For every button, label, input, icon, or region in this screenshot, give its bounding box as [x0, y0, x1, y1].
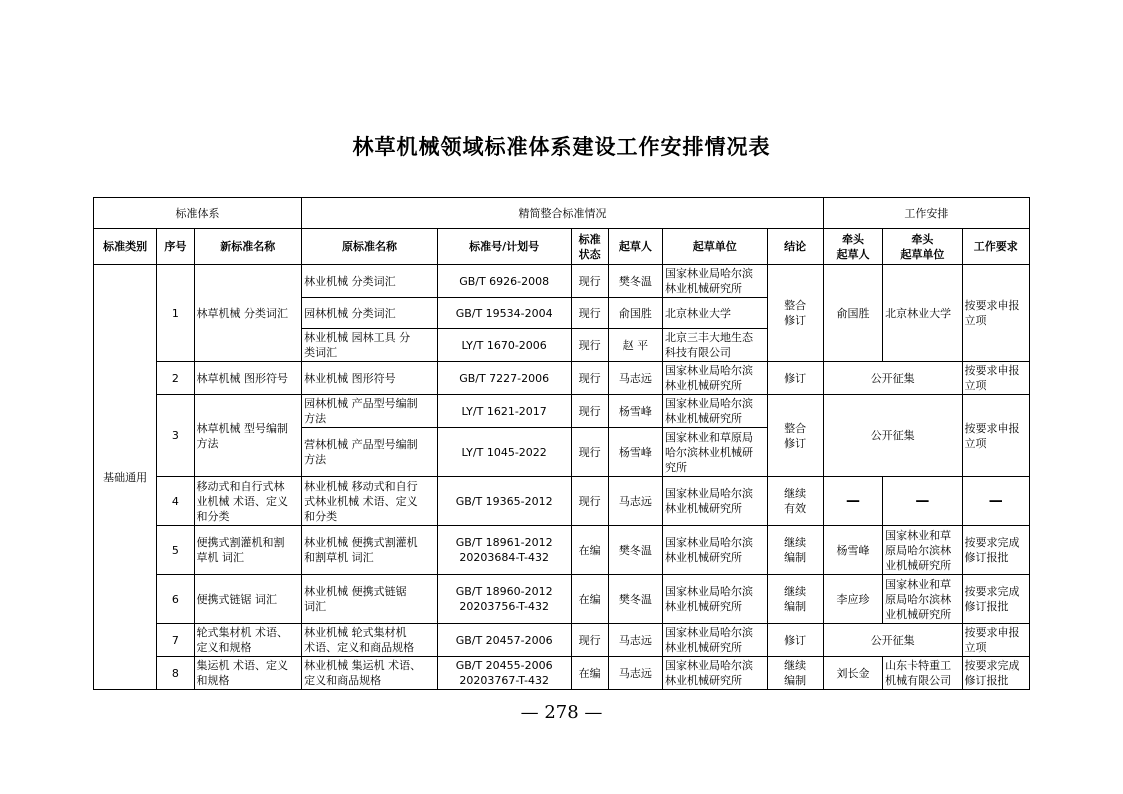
page-number: — 278 —: [520, 702, 603, 723]
lead-unit-cell: 国家林业和草 原局哈尔滨林 业机械研究所: [883, 526, 962, 575]
orig-name-cell: 营林机械 产品型号编制 方法: [302, 428, 438, 477]
status-cell: 在编: [571, 575, 608, 624]
status-cell: 现行: [571, 428, 608, 477]
new-name-cell: 林草机械 型号编制 方法: [194, 395, 302, 477]
table-row: [94, 575, 1030, 624]
std-no-cell: GB/T 7227-2006: [437, 362, 571, 395]
drafter-cell: 樊冬温: [608, 526, 662, 575]
orig-name-cell: 园林机械 产品型号编制 方法: [302, 395, 438, 428]
requirement-cell: 按要求申报 立项: [962, 362, 1029, 395]
std-no-cell: GB/T 19534-2004: [437, 298, 571, 329]
unit-cell: 国家林业局哈尔滨 林业机械研究所: [662, 624, 767, 657]
seq-cell: 4: [157, 477, 194, 526]
new-name-cell: 轮式集材机 术语、 定义和规格: [194, 624, 302, 657]
status-cell: 现行: [571, 329, 608, 362]
drafter-cell: 樊冬温: [608, 265, 662, 298]
conclusion-cell: 修订: [767, 624, 823, 657]
col-header-lead-unit: 牵头 起草单位: [883, 229, 962, 265]
new-name-cell: 集运机 术语、定义 和规格: [194, 657, 302, 690]
std-no-cell: LY/T 1045-2022: [437, 428, 571, 477]
conclusion-cell: 继续 编制: [767, 657, 823, 690]
drafter-cell: 杨雪峰: [608, 395, 662, 428]
seq-cell: 6: [157, 575, 194, 624]
category-cell: 基础通用: [94, 265, 157, 690]
lead-unit-cell: 北京林业大学: [883, 265, 962, 362]
col-header-requirement: 工作要求: [962, 229, 1029, 265]
table-row: [94, 362, 1030, 395]
drafter-cell: 马志远: [608, 362, 662, 395]
col-header-status: 标准 状态: [571, 229, 608, 265]
drafter-cell: 马志远: [608, 477, 662, 526]
std-no-cell: LY/T 1621-2017: [437, 395, 571, 428]
lead-drafter-cell: 李应珍: [823, 575, 882, 624]
standards-table: [93, 197, 1030, 690]
conclusion-cell: 修订: [767, 362, 823, 395]
table-row: [94, 624, 1030, 657]
status-cell: 现行: [571, 395, 608, 428]
conclusion-cell: 继续 编制: [767, 575, 823, 624]
col-header-category: 标准类别: [94, 229, 157, 265]
unit-cell: 国家林业局哈尔滨 林业机械研究所: [662, 477, 767, 526]
table-row: [94, 395, 1030, 428]
unit-cell: 北京三丰大地生态 科技有限公司: [662, 329, 767, 362]
group-header-work-plan: 工作安排: [823, 198, 1029, 229]
unit-cell: 国家林业局哈尔滨 林业机械研究所: [662, 657, 767, 690]
col-header-unit: 起草单位: [662, 229, 767, 265]
seq-cell: 7: [157, 624, 194, 657]
unit-cell: 国家林业局哈尔滨 林业机械研究所: [662, 526, 767, 575]
column-header-row: [94, 229, 1030, 265]
unit-cell: 国家林业局哈尔滨 林业机械研究所: [662, 265, 767, 298]
requirement-cell: 按要求申报 立项: [962, 395, 1029, 477]
requirement-cell: 按要求完成 修订报批: [962, 657, 1029, 690]
public-solicitation-cell: 公开征集: [823, 624, 962, 657]
requirement-cell: 按要求完成 修订报批: [962, 526, 1029, 575]
col-header-orig-name: 原标准名称: [302, 229, 438, 265]
seq-cell: 8: [157, 657, 194, 690]
orig-name-cell: 林业机械 便携式割灌机 和割草机 词汇: [302, 526, 438, 575]
new-name-cell: 便携式链锯 词汇: [194, 575, 302, 624]
orig-name-cell: 林业机械 园林工具 分 类词汇: [302, 329, 438, 362]
std-no-cell: GB/T 18961-2012 20203684-T-432: [437, 526, 571, 575]
std-no-cell: GB/T 19365-2012: [437, 477, 571, 526]
conclusion-cell: 整合 修订: [767, 265, 823, 362]
seq-cell: 2: [157, 362, 194, 395]
orig-name-cell: 林业机械 轮式集材机 术语、定义和商品规格: [302, 624, 438, 657]
conclusion-cell: 继续 编制: [767, 526, 823, 575]
requirement-cell: —: [962, 477, 1029, 526]
std-no-cell: GB/T 18960-2012 20203756-T-432: [437, 575, 571, 624]
public-solicitation-cell: 公开征集: [823, 362, 962, 395]
col-header-lead-drafter: 牵头 起草人: [823, 229, 882, 265]
unit-cell: 北京林业大学: [662, 298, 767, 329]
col-header-seq: 序号: [157, 229, 194, 265]
group-header-row: [94, 198, 1030, 229]
drafter-cell: 马志远: [608, 657, 662, 690]
drafter-cell: 俞国胜: [608, 298, 662, 329]
lead-unit-cell: 山东卡特重工 机械有限公司: [883, 657, 962, 690]
table-row: [94, 265, 1030, 298]
new-name-cell: 便携式割灌机和割 草机 词汇: [194, 526, 302, 575]
orig-name-cell: 林业机械 便携式链锯 词汇: [302, 575, 438, 624]
lead-unit-cell: 国家林业和草 原局哈尔滨林 业机械研究所: [883, 575, 962, 624]
new-name-cell: 林草机械 分类词汇: [194, 265, 302, 362]
document-title: 林草机械领域标准体系建设工作安排情况表: [352, 134, 771, 159]
unit-cell: 国家林业局哈尔滨 林业机械研究所: [662, 575, 767, 624]
table-row: [94, 657, 1030, 690]
std-no-cell: GB/T 20455-2006 20203767-T-432: [437, 657, 571, 690]
new-name-cell: 林草机械 图形符号: [194, 362, 302, 395]
orig-name-cell: 林业机械 集运机 术语、 定义和商品规格: [302, 657, 438, 690]
std-no-cell: GB/T 20457-2006: [437, 624, 571, 657]
new-name-cell: 移动式和自行式林 业机械 术语、定义 和分类: [194, 477, 302, 526]
status-cell: 现行: [571, 362, 608, 395]
table-row: [94, 477, 1030, 526]
drafter-cell: 杨雪峰: [608, 428, 662, 477]
status-cell: 现行: [571, 265, 608, 298]
orig-name-cell: 园林机械 分类词汇: [302, 298, 438, 329]
drafter-cell: 马志远: [608, 624, 662, 657]
col-header-conclusion: 结论: [767, 229, 823, 265]
table-row: [94, 526, 1030, 575]
group-header-standard-system: 标准体系: [94, 198, 302, 229]
lead-drafter-cell: 刘长金: [823, 657, 882, 690]
col-header-drafter: 起草人: [608, 229, 662, 265]
public-solicitation-cell: 公开征集: [823, 395, 962, 477]
orig-name-cell: 林业机械 图形符号: [302, 362, 438, 395]
requirement-cell: 按要求完成 修订报批: [962, 575, 1029, 624]
seq-cell: 1: [157, 265, 194, 362]
status-cell: 现行: [571, 298, 608, 329]
seq-cell: 3: [157, 395, 194, 477]
lead-drafter-cell: 俞国胜: [823, 265, 882, 362]
requirement-cell: 按要求申报 立项: [962, 265, 1029, 362]
drafter-cell: 赵 平: [608, 329, 662, 362]
group-header-streamlined: 精简整合标准情况: [302, 198, 824, 229]
status-cell: 现行: [571, 477, 608, 526]
unit-cell: 国家林业局哈尔滨 林业机械研究所: [662, 362, 767, 395]
lead-unit-cell: —: [883, 477, 962, 526]
status-cell: 在编: [571, 657, 608, 690]
status-cell: 在编: [571, 526, 608, 575]
lead-drafter-cell: —: [823, 477, 882, 526]
std-no-cell: LY/T 1670-2006: [437, 329, 571, 362]
drafter-cell: 樊冬温: [608, 575, 662, 624]
unit-cell: 国家林业局哈尔滨 林业机械研究所: [662, 395, 767, 428]
col-header-std-no: 标准号/计划号: [437, 229, 571, 265]
requirement-cell: 按要求申报 立项: [962, 624, 1029, 657]
conclusion-cell: 继续 有效: [767, 477, 823, 526]
lead-drafter-cell: 杨雪峰: [823, 526, 882, 575]
seq-cell: 5: [157, 526, 194, 575]
status-cell: 现行: [571, 624, 608, 657]
orig-name-cell: 林业机械 移动式和自行 式林业机械 术语、定义 和分类: [302, 477, 438, 526]
col-header-new-name: 新标准名称: [194, 229, 302, 265]
unit-cell: 国家林业和草原局 哈尔滨林业机械研 究所: [662, 428, 767, 477]
std-no-cell: GB/T 6926-2008: [437, 265, 571, 298]
conclusion-cell: 整合 修订: [767, 395, 823, 477]
orig-name-cell: 林业机械 分类词汇: [302, 265, 438, 298]
